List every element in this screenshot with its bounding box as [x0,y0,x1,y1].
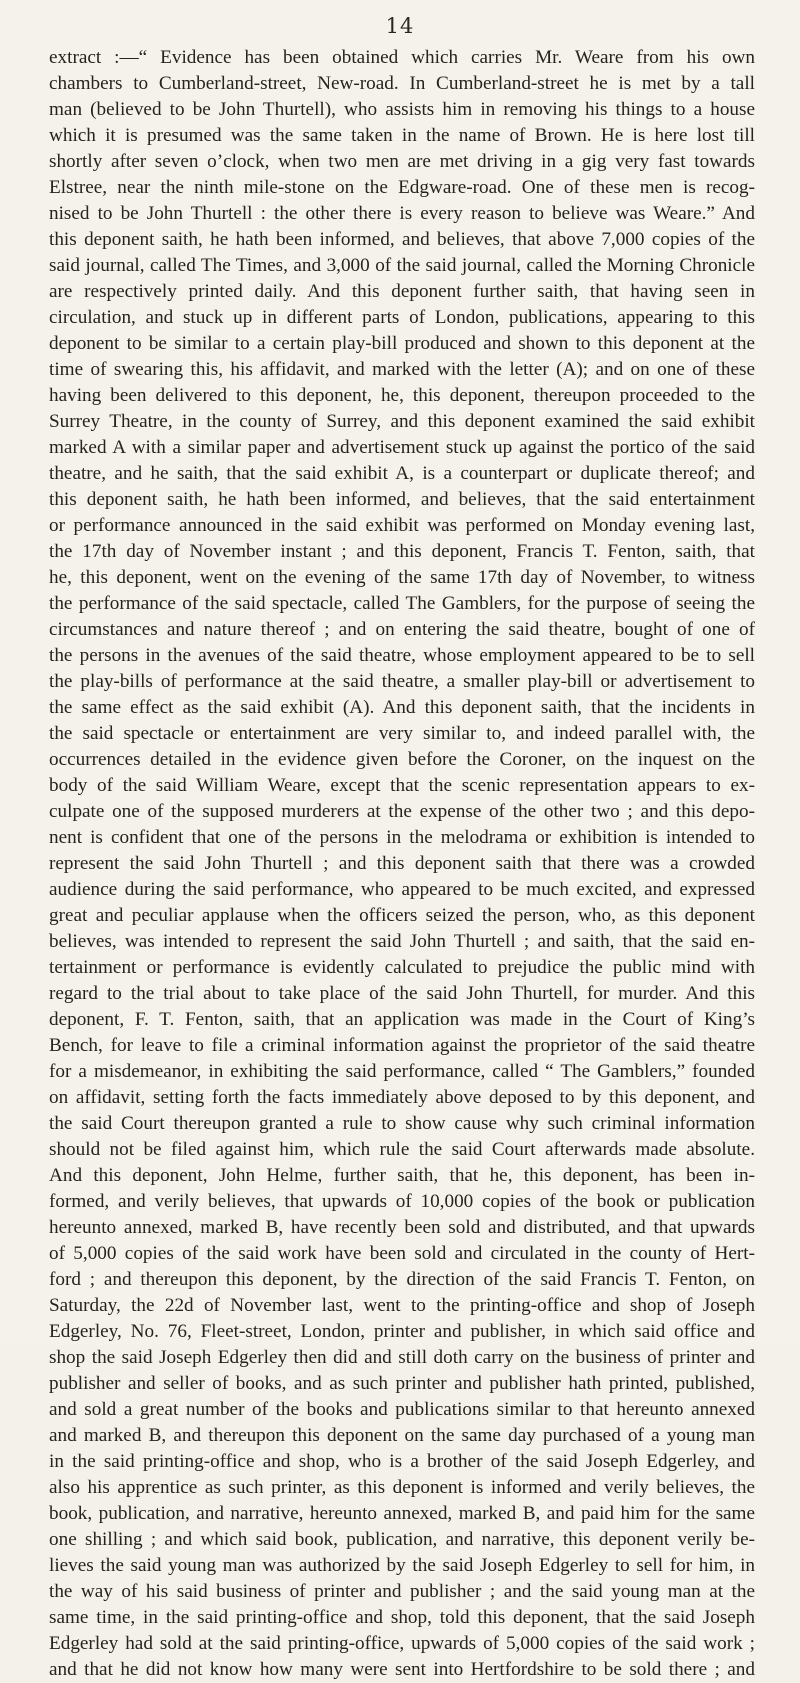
text-line: deponent to be similar to a certain play-bill produced and shown to this deponent at the [49,333,755,354]
text-line: tertainment or performance is evidently calculated to prejudice the public mind with [49,957,755,978]
text-line: great and peculiar applause when the officers seized the person, who, as this deponent [49,905,755,926]
text-line: shortly after seven o’clock, when two men are met driving in a gig very fast towards [49,151,755,172]
text-line: publisher and seller of books, and as such printer and publisher hath printed, published, [49,1373,755,1394]
text-line: of 5,000 copies of the said work have been sold and circulated in the county of Hert- [49,1243,755,1264]
text-line: the said spectacle or entertainment are very similar to, and indeed parallel with, the [49,723,755,744]
text-line: and marked B, and thereupon this deponent on the same day purchased of a young man [49,1425,755,1446]
text-line: on affidavit, setting forth the facts immediately above deposed to by this deponent, and [49,1087,755,1108]
text-line: book, publication, and narrative, hereunto annexed, marked B, and paid him for the same [49,1503,755,1524]
text-line: extract :—“ Evidence has been obtained which carries Mr. Weare from his own [49,47,755,68]
text-line: And this deponent, John Helme, further saith, that he, this deponent, has been in- [49,1165,755,1186]
text-line: man (believed to be John Thurtell), who assists him in removing his things to a house [49,99,755,120]
text-line: are respectively printed daily. And this deponent further saith, that having seen in [49,281,755,302]
text-line: also his apprentice as such printer, as this deponent is informed and verily believes, the [49,1477,755,1498]
text-line: time of swearing this, his affidavit, and marked with the letter (A); and on one of these [49,359,755,380]
text-line: body of the said William Weare, except that the scenic representation appears to ex- [49,775,755,796]
text-line: which it is presumed was the same taken in the name of Brown. He is here lost till [49,125,755,146]
text-line: nised to be John Thurtell : the other there is every reason to believe was Weare.” And [49,203,755,224]
text-line: represent the said John Thurtell ; and this deponent saith that there was a crowded [49,853,755,874]
text-line: the play-bills of performance at the said theatre, a smaller play-bill or advertisement to [49,671,755,692]
text-line: Saturday, the 22d of November last, went to the printing-office and shop of Joseph [49,1295,755,1316]
text-line: Surrey Theatre, in the county of Surrey, and this deponent examined the said exhibit [49,411,755,432]
text-line: in the said printing-office and shop, who is a brother of the said Joseph Edgerley, and [49,1451,755,1472]
text-line: for a misdemeanor, in exhibiting the said performance, called “ The Gamblers,” founded [49,1061,755,1082]
text-line: circulation, and stuck up in different parts of London, publications, appearing to this [49,307,755,328]
text-line: or performance announced in the said exhibit was performed on Monday evening last, [49,515,755,536]
text-line: shop the said Joseph Edgerley then did and still doth carry on the business of printer and [49,1347,755,1368]
text-line: said journal, called The Times, and 3,000 of the said journal, called the Morning Chronicle [49,255,755,276]
text-line: and that he did not know how many were sent into Hertfordshire to be sold there ; and [49,1659,755,1680]
body-text [49,45,755,1683]
text-line: the performance of the said spectacle, called The Gamblers, for the purpose of seeing the [49,593,755,614]
text-line: Bench, for leave to file a criminal information against the proprietor of the said theatre [49,1035,755,1056]
text-line: lieves the said young man was authorized by the said Joseph Edgerley to sell for him, in [49,1555,755,1576]
text-line: occurrences detailed in the evidence given before the Coroner, on the inquest on the [49,749,755,770]
text-line: formed, and verily believes, that upwards of 10,000 copies of the book or publication [49,1191,755,1212]
text-line: the same effect as the said exhibit (A). And this deponent saith, that the incidents in [49,697,755,718]
text-line: he, this deponent, went on the evening of the same 17th day of November, to witness [49,567,755,588]
text-line: Edgerley, No. 76, Fleet-street, London, printer and publisher, in which said office and [49,1321,755,1342]
text-line: Edgerley had sold at the said printing-office, upwards of 5,000 copies of the said work ; [49,1633,755,1654]
text-line: believes, was intended to represent the said John Thurtell ; and saith, that the said en- [49,931,755,952]
text-line: this deponent saith, he hath been informed, and believes, that above 7,000 copies of the [49,229,755,250]
text-line: having been delivered to this deponent, he, this deponent, thereupon proceeded to the [49,385,755,406]
text-line: hereunto annexed, marked B, have recently been sold and distributed, and that upwards [49,1217,755,1238]
text-line: the way of his said business of printer and publisher ; and the said young man at the [49,1581,755,1602]
page-number: 14 [385,14,415,38]
text-line: one shilling ; and which said book, publication, and narrative, this deponent verily be- [49,1529,755,1550]
text-line: same time, in the said printing-office and shop, told this deponent, that the said Joseph [49,1607,755,1628]
text-line: regard to the trial about to take place of the said John Thurtell, for murder. And this [49,983,755,1004]
text-line: should not be filed against him, which rule the said Court afterwards made absolute. [49,1139,755,1160]
text-line: Elstree, near the ninth mile-stone on the Edgware-road. One of these men is recog- [49,177,755,198]
text-line: audience during the said performance, who appeared to be much excited, and expressed [49,879,755,900]
text-line: the persons in the avenues of the said theatre, whose employment appeared to be to sell [49,645,755,666]
text-line: nent is confident that one of the persons in the melodrama or exhibition is intended to [49,827,755,848]
text-line: the 17th day of November instant ; and this deponent, Francis T. Fenton, saith, that [49,541,755,562]
text-line: theatre, and he saith, that the said exhibit A, is a counterpart or duplicate thereof; and [49,463,755,484]
text-line: culpate one of the supposed murderers at the expense of the other two ; and this depo- [49,801,755,822]
text-line: chambers to Cumberland-street, New-road. In Cumberland-street he is met by a tall [49,73,755,94]
text-line: this deponent saith, he hath been informed, and believes, that the said entertainment [49,489,755,510]
text-line: deponent, F. T. Fenton, saith, that an application was made in the Court of King’s [49,1009,755,1030]
text-line: and sold a great number of the books and publications similar to that hereunto annexed [49,1399,755,1420]
text-line: circumstances and nature thereof ; and on entering the said theatre, bought of one of [49,619,755,640]
text-line: marked A with a similar paper and advertisement stuck up against the portico of the said [49,437,755,458]
text-line: the said Court thereupon granted a rule to show cause why such criminal information [49,1113,755,1134]
text-line: ford ; and thereupon this deponent, by the direction of the said Francis T. Fenton, on [49,1269,755,1290]
